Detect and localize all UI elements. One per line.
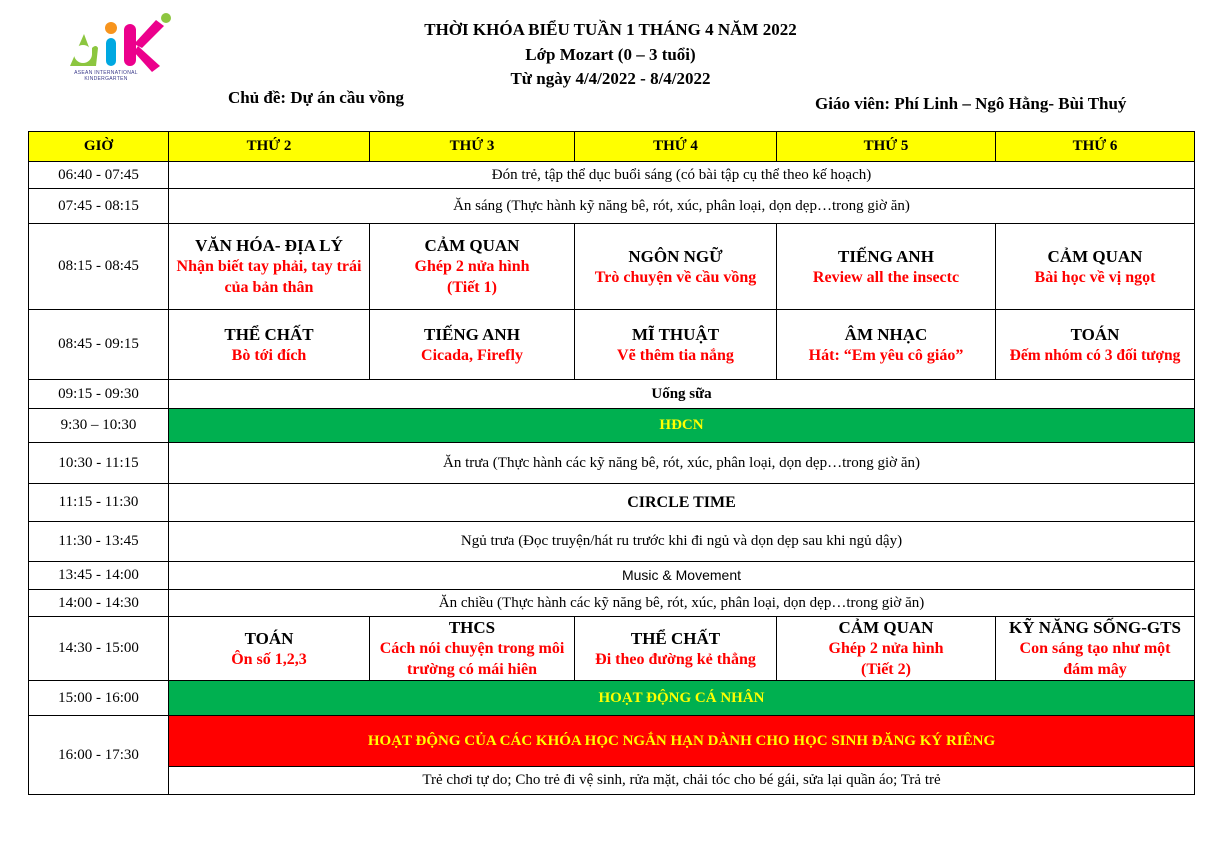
lesson-cell: [370, 224, 575, 310]
table-row: [29, 310, 1195, 380]
activity-label: Con sáng tạo như một đám mây: [1019, 640, 1171, 678]
subject-label: CẢM QUAN: [1047, 246, 1143, 266]
lesson-cell: [996, 617, 1195, 681]
activity-label: Ghép 2 nửa hình (Tiết 2): [828, 640, 944, 678]
header-friday: THỨ 6: [996, 132, 1195, 162]
lesson-cell: [169, 617, 370, 681]
activity-label: Bò tới đích: [231, 346, 307, 364]
lesson-cell: [575, 310, 777, 380]
subject-label: KỸ NĂNG SỐNG-GTS: [1009, 618, 1181, 637]
subject-label: MĨ THUẬT: [631, 324, 720, 344]
lesson-cell: [575, 224, 777, 310]
subject-label: TOÁN: [1070, 324, 1120, 344]
time-cell: 08:45 - 09:15: [29, 310, 169, 380]
theme-label: Chủ đề: Dự án cầu vồng: [228, 88, 404, 107]
class-line: Lớp Mozart (0 – 3 tuổi): [525, 45, 696, 64]
subject-label: ÂM NHẠC: [844, 324, 928, 344]
time-cell: 08:15 - 08:45: [29, 224, 169, 310]
activity-label: Ghép 2 nửa hình (Tiết 1): [414, 258, 530, 296]
activity-label: Đếm nhóm có 3 đối tượng: [1009, 346, 1181, 364]
subject-label: NGÔN NGỮ: [628, 246, 723, 266]
subject-label: TIẾNG ANH: [838, 246, 934, 266]
subject-label: CẢM QUAN: [424, 236, 520, 255]
header-thursday: THỨ 5: [777, 132, 996, 162]
time-cell: 11:15 - 11:30: [29, 484, 169, 522]
table-row: [29, 162, 1195, 189]
green-activity-banner: HĐCN: [169, 409, 1195, 443]
activity-label: Hát: “Em yêu cô giáo”: [808, 346, 964, 364]
lesson-cell: [996, 224, 1195, 310]
activity-cell: Ăn chiều (Thực hành các kỹ năng bê, rót, xúc, phân loại, dọn dẹp…trong giờ ăn): [169, 590, 1195, 617]
time-cell: 13:45 - 14:00: [29, 562, 169, 590]
activity-label: Trò chuyện về cầu vồng: [594, 268, 757, 286]
activity-label: Bài học về vị ngọt: [1034, 268, 1156, 286]
table-row: [29, 562, 1195, 590]
time-cell: 09:15 - 09:30: [29, 380, 169, 409]
activity-cell: Ăn sáng (Thực hành kỹ năng bê, rót, xúc, phân loại, dọn dẹp…trong giờ ăn): [169, 189, 1195, 224]
time-cell: 06:40 - 07:45: [29, 162, 169, 189]
lesson-cell: [169, 310, 370, 380]
activity-cell: Trẻ chơi tự do; Cho trẻ đi vệ sinh, rửa mặt, chải tóc cho bé gái, sửa lại quần áo; Trả trẻ: [169, 767, 1195, 795]
lesson-cell: [777, 310, 996, 380]
table-row: [29, 224, 1195, 310]
table-row: [29, 409, 1195, 443]
lesson-cell: [777, 617, 996, 681]
logo-subtext: ASEAN INTERNATIONAL KINDERGARTEN: [74, 70, 138, 82]
timetable: [28, 131, 1195, 795]
header-monday: THỨ 2: [169, 132, 370, 162]
subject-label: TIẾNG ANH: [424, 324, 520, 344]
time-cell: 10:30 - 11:15: [29, 443, 169, 484]
table-row: [29, 380, 1195, 409]
lesson-cell: [370, 617, 575, 681]
activity-label: Review all the insectc: [812, 268, 960, 286]
activity-label: Cicada, Firefly: [421, 346, 523, 364]
green-activity-banner: HOẠT ĐỘNG CÁ NHÂN: [169, 681, 1195, 716]
activity-cell: CIRCLE TIME: [169, 484, 1195, 522]
table-row: [29, 189, 1195, 224]
time-cell: 15:00 - 16:00: [29, 681, 169, 716]
time-cell: 16:00 - 17:30: [29, 716, 169, 795]
header-wednesday: THỨ 4: [575, 132, 777, 162]
time-cell: 11:30 - 13:45: [29, 522, 169, 562]
table-row: [29, 522, 1195, 562]
time-cell: 07:45 - 08:15: [29, 189, 169, 224]
subject-label: THỂ CHẤT: [224, 324, 314, 344]
activity-label: Nhận biết tay phải, tay trái của bản thân: [176, 258, 362, 296]
time-cell: 9:30 – 10:30: [29, 409, 169, 443]
activity-label: Đi theo đường kẻ thẳng: [595, 650, 756, 668]
time-cell: 14:00 - 14:30: [29, 590, 169, 617]
subject-label: THỂ CHẤT: [630, 628, 721, 648]
red-activity-banner: HOẠT ĐỘNG CỦA CÁC KHÓA HỌC NGẮN HẠN DÀNH CHO HỌC SINH ĐĂNG KÝ RIÊNG: [169, 716, 1195, 767]
subject-label: CẢM QUAN: [838, 618, 934, 637]
table-row: [29, 716, 1195, 767]
activity-cell: Đón trẻ, tập thể dục buổi sáng (có bài tập cụ thể theo kế hoạch): [169, 162, 1195, 189]
lesson-cell: [996, 310, 1195, 380]
table-row: [29, 484, 1195, 522]
lesson-cell: [777, 224, 996, 310]
activity-cell: Music & Movement: [169, 562, 1195, 590]
subject-label: TOÁN: [244, 628, 294, 648]
lesson-cell: [169, 224, 370, 310]
table-row: [29, 617, 1195, 681]
activity-label: Vẽ thêm tia nắng: [617, 346, 734, 364]
page-title: THỜI KHÓA BIỂU TUẦN 1 THÁNG 4 NĂM 2022: [424, 20, 797, 39]
lesson-cell: [370, 310, 575, 380]
header-row: [29, 132, 1195, 162]
subject-label: VĂN HÓA- ĐỊA LÝ: [195, 236, 343, 255]
lesson-cell: [575, 617, 777, 681]
activity-cell: Ăn trưa (Thực hành các kỹ năng bê, rót, xúc, phân loại, dọn dẹp…trong giờ ăn): [169, 443, 1195, 484]
activity-cell: Uống sữa: [169, 380, 1195, 409]
table-row: [29, 443, 1195, 484]
activity-label: Ôn số 1,2,3: [231, 650, 307, 668]
table-row: [29, 681, 1195, 716]
table-row: [29, 767, 1195, 795]
date-range: Từ ngày 4/4/2022 - 8/4/2022: [510, 69, 711, 88]
time-cell: 14:30 - 15:00: [29, 617, 169, 681]
header-tuesday: THỨ 3: [370, 132, 575, 162]
activity-label: Cách nói chuyện trong môi trường có mái hiên: [379, 640, 565, 678]
teachers-label: Giáo viên: Phí Linh – Ngô Hằng- Bùi Thuý: [815, 94, 1127, 113]
subject-label: THCS: [448, 618, 496, 637]
table-row: [29, 590, 1195, 617]
header-time: GIỜ: [29, 132, 169, 162]
activity-cell: Ngủ trưa (Đọc truyện/hát ru trước khi đi ngủ và dọn dẹp sau khi ngủ dậy): [169, 522, 1195, 562]
